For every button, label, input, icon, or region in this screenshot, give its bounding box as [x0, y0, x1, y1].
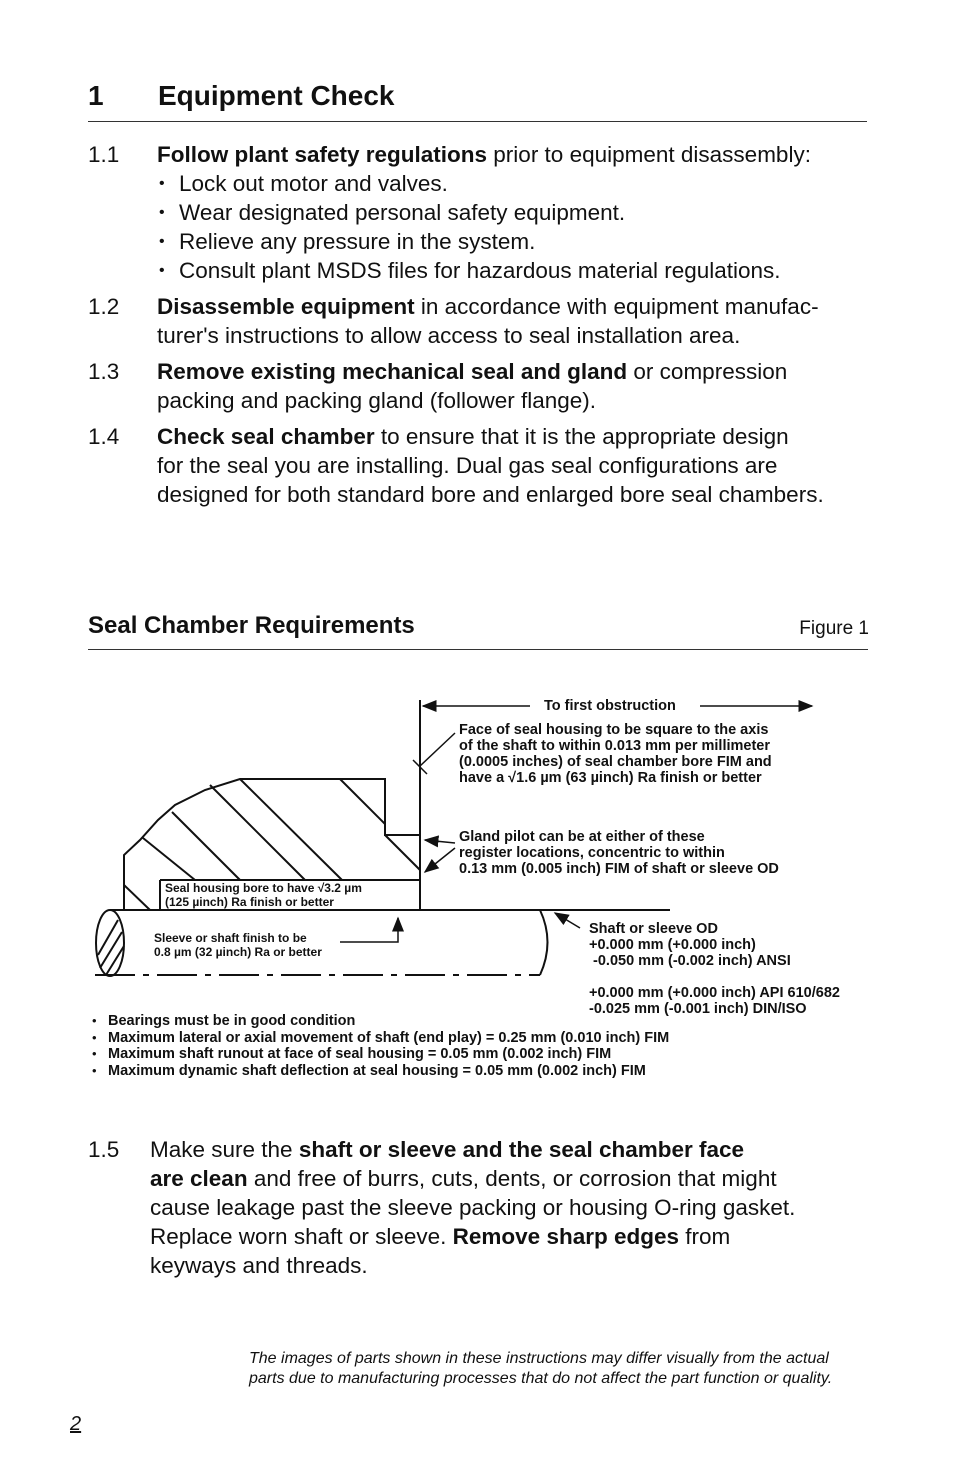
figure-title: Seal Chamber Requirements	[88, 612, 415, 639]
face-leader	[420, 733, 455, 766]
step-bold: Follow plant safety regulations	[157, 142, 488, 167]
step-text	[150, 1135, 870, 1280]
list-item: • Lock out motor and valves.	[157, 169, 877, 198]
note-line: 0.8 µm (32 µinch) Ra or better	[154, 945, 322, 959]
step-text-line: for the seal you are installing. Dual gas seal configurations are	[157, 453, 778, 478]
step-text-rest: prior to equipment disassembly:	[487, 142, 811, 167]
step-bold: shaft or sleeve and the seal chamber face	[298, 1137, 745, 1162]
note-line: Seal housing bore to have √3.2 µm	[165, 881, 362, 895]
note-line: have a √1.6 µm (63 µinch) Ra finish or better	[459, 770, 762, 786]
step-text-pre: Make sure the	[150, 1137, 299, 1162]
step-bold: Remove sharp edges	[452, 1224, 679, 1249]
step-number: 1.5	[88, 1137, 120, 1162]
step-text-pre: Replace worn shaft or sleeve.	[150, 1224, 453, 1249]
shaft-od-note	[589, 921, 840, 1017]
note-line: -0.025 mm (-0.001 inch) DIN/ISO	[589, 1001, 807, 1017]
step-bold: Check seal chamber	[157, 424, 375, 449]
list-item: • Maximum lateral or axial movement of shaft (end play) = 0.25 mm (0.010 inch) FIM	[92, 1030, 669, 1047]
list-item: • Maximum dynamic shaft deflection at seal housing = 0.05 mm (0.002 inch) FIM	[92, 1063, 669, 1080]
note-line: of the shaft to within 0.013 mm per millimeter	[459, 738, 771, 754]
note-line: Gland pilot can be at either of these	[459, 829, 705, 845]
list-item: • Bearings must be in good condition	[92, 1013, 669, 1030]
step-text-line: designed for both standard bore and enlarged bore seal chambers.	[157, 482, 824, 507]
step-text-line: keyways and threads.	[150, 1253, 368, 1278]
list-item: • Wear designated personal safety equipment.	[157, 198, 877, 227]
note-line: Shaft or sleeve OD	[589, 921, 718, 937]
disclaimer	[249, 1349, 889, 1389]
to-first-obstruction-label: To first obstruction	[544, 698, 676, 714]
figure-divider	[88, 649, 868, 650]
step-text-line: packing and packing gland (follower flange).	[157, 388, 597, 413]
note-line: Face of seal housing to be square to the axis	[459, 722, 769, 738]
list-item: • Consult plant MSDS files for hazardous material regulations.	[157, 256, 877, 285]
shaft-break	[540, 910, 548, 975]
step-text	[157, 140, 877, 285]
step-text-line: turer's instructions to allow access to seal installation area.	[157, 323, 741, 348]
list-item: • Relieve any pressure in the system.	[157, 227, 877, 256]
step-bold: Disassemble equipment	[157, 294, 415, 319]
step-number: 1.2	[88, 294, 120, 319]
gland-leader-2	[425, 848, 455, 872]
list-item: • Maximum shaft runout at face of seal housing = 0.05 mm (0.002 inch) FIM	[92, 1046, 669, 1063]
page-number: 2	[70, 1413, 82, 1435]
figure-label: Figure 1	[799, 618, 869, 639]
note-line: Sleeve or shaft finish to be	[154, 931, 307, 945]
section-title: Equipment Check	[158, 80, 395, 111]
note-line: +0.000 mm (+0.000 inch)	[589, 937, 756, 953]
note-line: register locations, concentric to within	[459, 845, 725, 861]
step-text-rest: or compression	[627, 359, 788, 384]
gland-note	[459, 829, 779, 877]
sleeve-leader	[340, 918, 398, 942]
step-number: 1.4	[88, 424, 120, 449]
step-text-line: cause leakage past the sleeve packing or housing O-ring gasket.	[150, 1195, 796, 1220]
step-text	[157, 357, 877, 415]
gland-leader-1	[425, 840, 455, 843]
shaft-od-arrow	[555, 913, 580, 928]
disclaimer-line: The images of parts shown in these instructions may differ visually from the actual	[249, 1350, 829, 1367]
step-bold: are clean	[150, 1166, 248, 1191]
note-line: (0.0005 inches) of seal chamber bore FIM and	[459, 754, 772, 770]
note-line: (125 µinch) Ra finish or better	[165, 895, 334, 909]
step-number: 1.1	[88, 142, 120, 167]
sleeve-note	[154, 931, 322, 959]
note-line: +0.000 mm (+0.000 inch) API 610/682	[589, 985, 840, 1001]
safety-bullet-list	[157, 169, 877, 285]
section-divider	[88, 121, 867, 122]
step-bold: Remove existing mechanical seal and gland	[157, 359, 628, 384]
step-text	[157, 292, 877, 350]
step-text-rest: and free of burrs, cuts, dents, or corrosion that might	[247, 1166, 777, 1191]
note-line: 0.13 mm (0.005 inch) FIM of shaft or sleeve OD	[459, 861, 779, 877]
step-number: 1.3	[88, 359, 120, 384]
face-note	[459, 722, 772, 786]
figure-notes	[92, 1013, 669, 1079]
step-text	[157, 422, 877, 509]
step-text-rest: to ensure that it is the appropriate design	[374, 424, 789, 449]
step-text-rest: from	[679, 1224, 731, 1249]
bore-note	[165, 881, 362, 909]
section-number: 1	[88, 80, 104, 111]
note-line: -0.050 mm (-0.002 inch) ANSI	[589, 953, 791, 969]
step-text-rest: in accordance with equipment manufac-	[414, 294, 819, 319]
disclaimer-line: parts due to manufacturing processes that do not affect the part function or quality.	[249, 1370, 833, 1387]
